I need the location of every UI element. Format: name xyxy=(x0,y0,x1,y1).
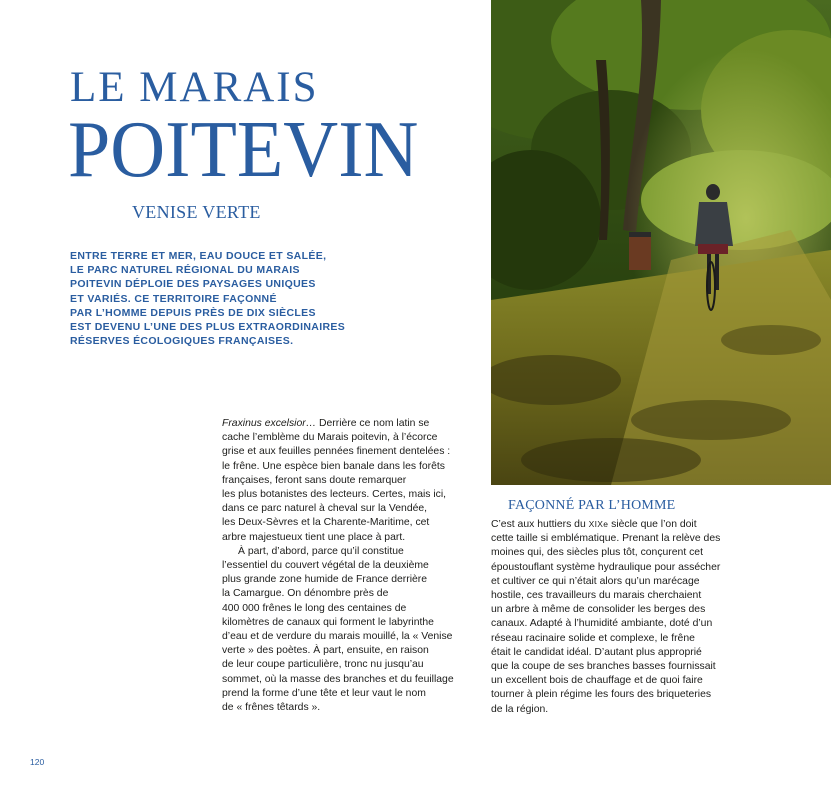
text-line: les Deux-Sèvres et la Charente-Maritime, cet xyxy=(222,517,430,529)
text-line: cette taille si emblématique. Prenant la relève des xyxy=(491,533,721,545)
text-line: un arbre à même de consolider les berges des xyxy=(491,604,706,616)
first-line-post: siècle que l’on doit xyxy=(608,519,697,530)
text-line: de la région. xyxy=(491,703,549,715)
intro-line: EST DEVENU L’UNE DES PLUS EXTRAORDINAIRES xyxy=(70,321,346,334)
text-line: que la coupe de ses branches basses fournissait xyxy=(491,661,716,673)
text-line: arbre majestueux tient une place à part. xyxy=(222,531,406,543)
text-line: verte » des poètes. À part, ensuite, en raison xyxy=(222,645,429,657)
intro-line: POITEVIN DÉPLOIE DES PAYSAGES UNIQUES xyxy=(70,278,316,291)
text-line: époustouflant système hydraulique pour assécher xyxy=(491,561,721,573)
text-line: cache l’emblème du Marais poitevin, à l’écorce xyxy=(222,432,438,444)
subtitle: VENISE VERTE xyxy=(132,202,261,222)
text-line: sommet, où la masse des branches et du feuillage xyxy=(222,673,454,685)
title-line-1: LE MARAIS xyxy=(70,64,319,111)
intro-paragraph xyxy=(70,249,370,348)
page-number: 120 xyxy=(30,757,45,767)
text-line: grise et aux feuilles pennées finement dentelées : xyxy=(222,446,451,458)
column-1 xyxy=(222,417,472,715)
text-line: de leur coupe particulière, tronc nu jusqu’au xyxy=(222,659,424,671)
latin-name: Fraxinus excelsior… xyxy=(222,418,317,429)
column-1-lead-rest: Derrière ce nom latin se xyxy=(316,418,430,429)
first-line-pre: C’est aux huttiers du xyxy=(491,519,589,530)
column-2-first-line xyxy=(491,517,771,532)
text-line: la Camargue. On dénombre près de xyxy=(222,588,389,600)
text-line: les plus botanistes des lecteurs. Certes, mais ici, xyxy=(222,489,447,501)
intro-line: LE PARC NATUREL RÉGIONAL DU MARAIS xyxy=(70,264,300,277)
century: XIXe xyxy=(588,519,609,529)
text-line: tourner à plein régime les fours des briqueteries xyxy=(491,689,712,701)
column-2 xyxy=(491,517,771,717)
intro-line: PAR L’HOMME DEPUIS PRÈS DE DIX SIÈCLES xyxy=(70,306,316,319)
text-line: 400 000 frênes le long des centaines de xyxy=(222,602,407,614)
cyclist-path-photo xyxy=(491,0,831,485)
text-line: dans ce parc naturel à cheval sur la Vendée, xyxy=(222,503,428,515)
text-line: plus grande zone humide de France derrière xyxy=(222,574,428,586)
section-heading: FAÇONNÉ PAR L’HOMME xyxy=(508,498,676,513)
text-line: et cultiver ce qui n’était alors qu’un marécage xyxy=(491,575,700,587)
text-line: moines qui, des siècles plus tôt, conçurent cet xyxy=(491,547,703,559)
intro-line: RÉSERVES ÉCOLOGIQUES FRANÇAISES. xyxy=(70,335,294,348)
text-line: le frêne. Une espèce bien banale dans les forêts xyxy=(222,460,445,472)
text-line: de « frênes têtards ». xyxy=(222,702,321,714)
text-line: d’eau et de verdure du marais mouillé, la « Venise xyxy=(222,631,453,643)
intro-line: ET VARIÉS. CE TERRITOIRE FAÇONNÉ xyxy=(70,292,277,305)
text-line: kilomètres de canaux qui forment le labyrinthe xyxy=(222,616,434,628)
text-line: était le candidat idéal. D’autant plus approprié xyxy=(491,646,702,658)
column-1-lead xyxy=(222,417,472,431)
text-line: réseau racinaire solide et complexe, le frêne xyxy=(491,632,695,644)
text-line: canaux. Adapté à l’humidité ambiante, doté d’un xyxy=(491,618,713,630)
text-line: françaises, feront sans doute remarquer xyxy=(222,474,407,486)
title-line-2: POITEVIN xyxy=(68,106,419,194)
text-line: un excellent bois de chauffage et de quoi faire xyxy=(491,675,703,687)
text-line: prend la forme d’une tête et leur vaut le nom xyxy=(222,687,426,699)
text-line: l’essentiel du couvert végétal de la deuxième xyxy=(222,560,429,572)
text-line: hostile, ces travailleurs du marais cherchaient xyxy=(491,590,702,602)
intro-line: ENTRE TERRE ET MER, EAU DOUCE ET SALÉE, xyxy=(70,250,327,262)
text-line: À part, d’abord, parce qu’il constitue xyxy=(238,545,404,557)
